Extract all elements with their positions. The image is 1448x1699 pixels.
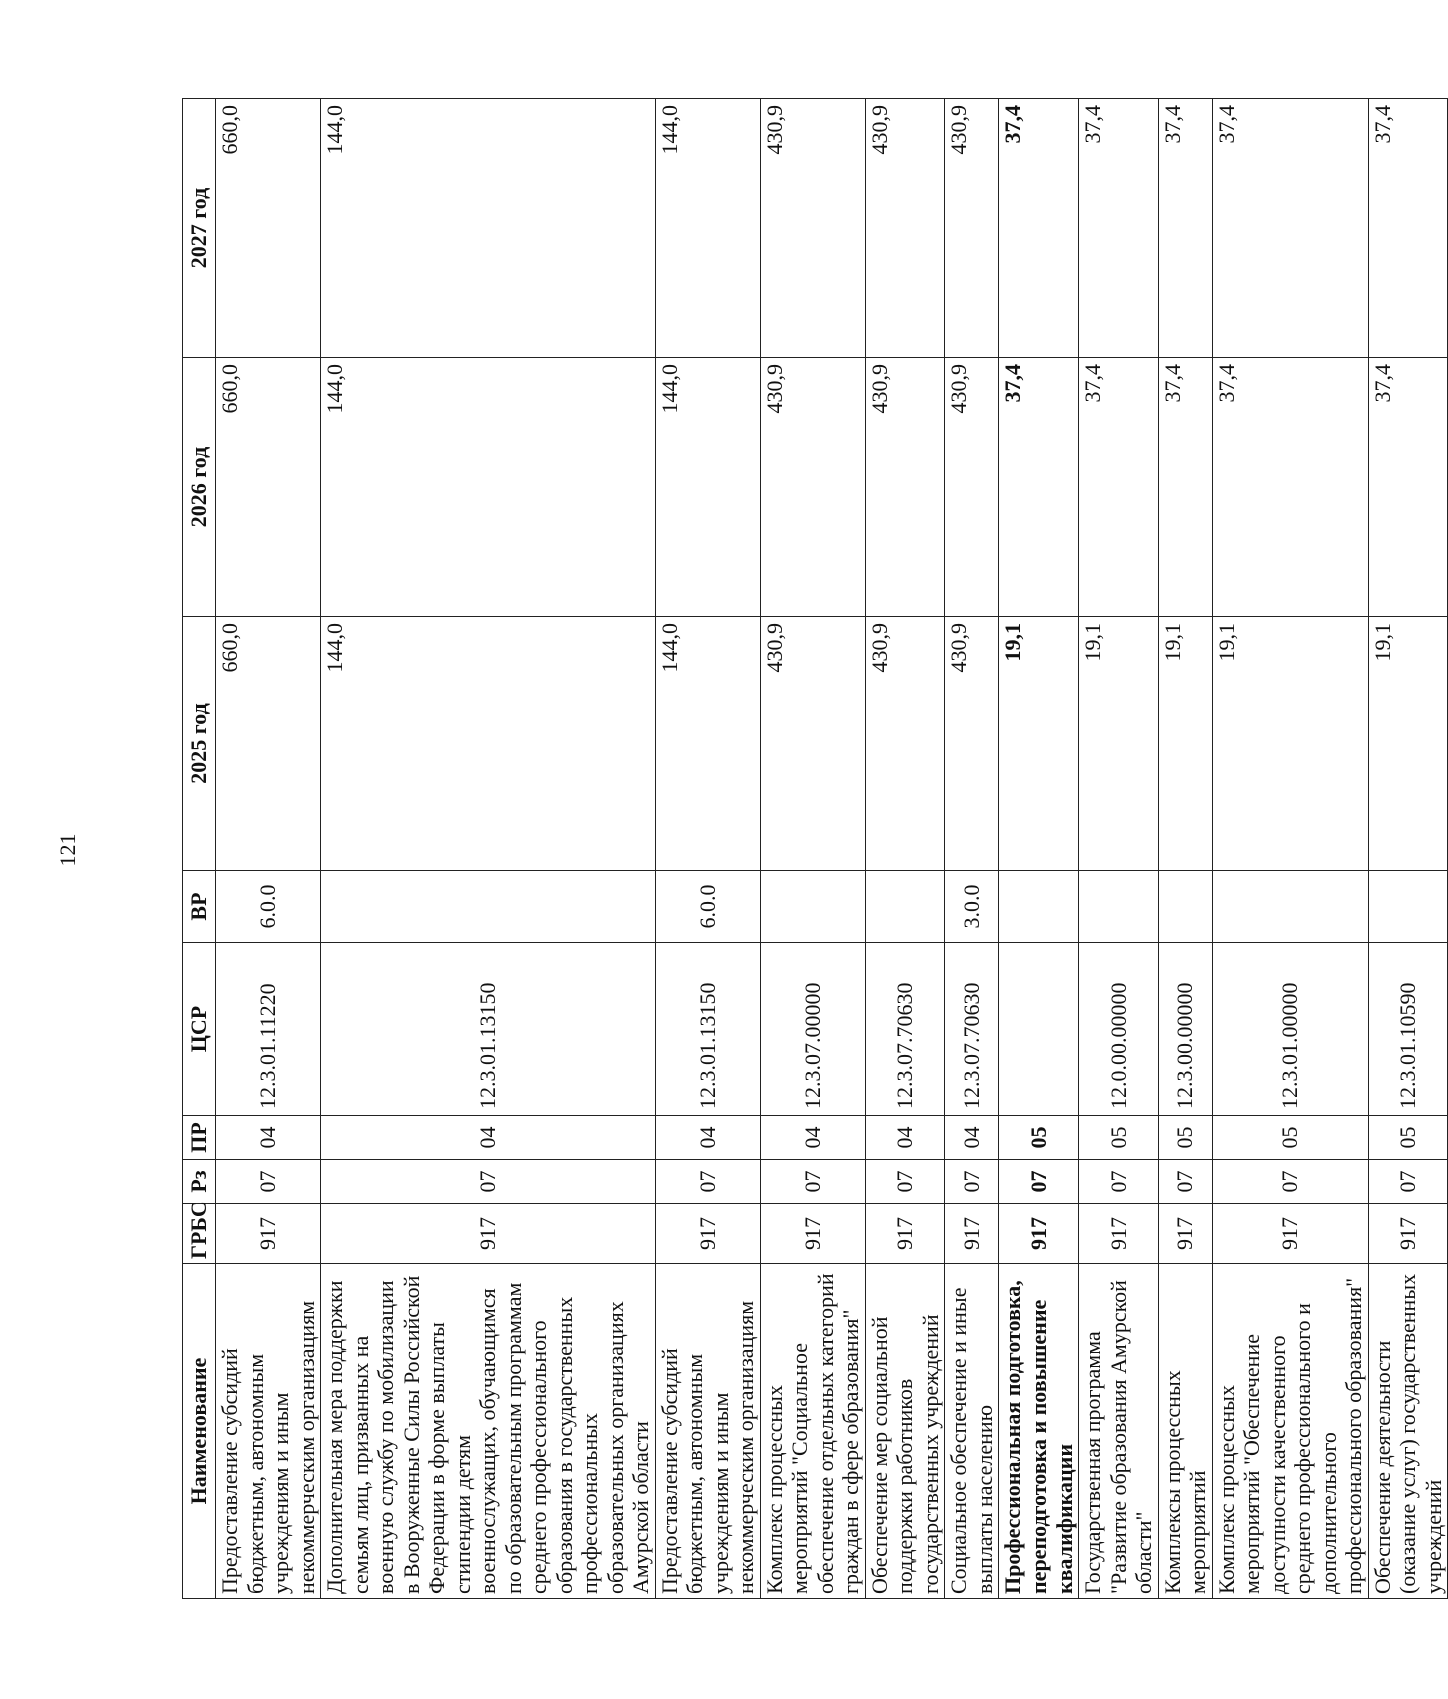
cell-rz: 07 xyxy=(321,1160,656,1204)
cell-grbs: 917 xyxy=(865,1204,945,1264)
cell-name: Дополнительная мера поддержки семьям лиц, призванных на военную службу по мобилизации в Вооруженные Силы Российской Федерации в форме выплаты стипендии детям военнослужащих, обучающимся по образовательным программам среднего профессионального образования в государственных профессиональных образовательных организациях Амурской области xyxy=(321,1264,656,1599)
cell-rz: 07 xyxy=(216,1160,321,1204)
cell-grbs: 917 xyxy=(1158,1204,1212,1264)
cell-grbs: 917 xyxy=(216,1204,321,1264)
page-number: 121 xyxy=(55,833,80,867)
cell-2025: 144,0 xyxy=(321,617,656,871)
cell-name: Комплексы процессных мероприятий xyxy=(1158,1264,1212,1599)
cell-2025: 19,1 xyxy=(999,617,1079,871)
cell-pr: 05 xyxy=(1158,1116,1212,1160)
cell-csr: 12.3.01.00000 xyxy=(1212,943,1368,1116)
cell-csr: 12.3.01.13150 xyxy=(655,943,760,1116)
cell-grbs: 917 xyxy=(1368,1204,1448,1264)
table-row xyxy=(321,99,656,1599)
cell-pr: 04 xyxy=(945,1116,999,1160)
cell-vr xyxy=(1368,871,1448,943)
cell-name: Предоставление субсидий бюджетным, автономным учреждениям и иным некоммерческим организациям xyxy=(655,1264,760,1599)
table-row xyxy=(216,99,321,1599)
cell-csr: 12.3.01.13150 xyxy=(321,943,656,1116)
cell-pr: 04 xyxy=(760,1116,865,1160)
cell-2026: 37,4 xyxy=(1158,358,1212,617)
cell-2026: 37,4 xyxy=(1368,358,1448,617)
cell-2027: 144,0 xyxy=(321,99,656,358)
cell-rz: 07 xyxy=(999,1160,1079,1204)
cell-csr: 12.3.07.00000 xyxy=(760,943,865,1116)
cell-rz: 07 xyxy=(1212,1160,1368,1204)
cell-2025: 430,9 xyxy=(760,617,865,871)
cell-vr: 3.0.0 xyxy=(945,871,999,943)
cell-2027: 430,9 xyxy=(865,99,945,358)
cell-name: Комплекс процессных мероприятий "Социальное обеспечение отдельных категорий граждан в сфере образования" xyxy=(760,1264,865,1599)
cell-2025: 660,0 xyxy=(216,617,321,871)
cell-2027: 37,4 xyxy=(1079,99,1159,358)
table-row xyxy=(760,99,865,1599)
col-header-grbs: ГРБС xyxy=(183,1204,216,1264)
col-header-2025: 2025 год xyxy=(183,617,216,871)
table-row xyxy=(865,99,945,1599)
cell-2025: 19,1 xyxy=(1079,617,1159,871)
cell-2027: 430,9 xyxy=(760,99,865,358)
table-row xyxy=(1158,99,1212,1599)
table-row xyxy=(1079,99,1159,1599)
cell-2026: 430,9 xyxy=(865,358,945,617)
col-header-2026: 2026 год xyxy=(183,358,216,617)
cell-grbs: 917 xyxy=(321,1204,656,1264)
cell-2027: 37,4 xyxy=(1158,99,1212,358)
cell-name: Профессиональная подготовка, переподготовка и повышение квалификации xyxy=(999,1264,1079,1599)
cell-name: Обеспечение деятельности (оказание услуг) государственных учреждений xyxy=(1368,1264,1448,1599)
cell-vr: 6.0.0 xyxy=(216,871,321,943)
cell-vr xyxy=(760,871,865,943)
col-header-name: Наименование xyxy=(183,1264,216,1599)
cell-pr: 04 xyxy=(655,1116,760,1160)
budget-table xyxy=(182,98,1448,1599)
cell-vr xyxy=(865,871,945,943)
cell-name: Предоставление субсидий бюджетным, автономным учреждениям и иным некоммерческим организациям xyxy=(216,1264,321,1599)
col-header-csr: ЦСР xyxy=(183,943,216,1116)
col-header-pr: ПР xyxy=(183,1116,216,1160)
cell-rz: 07 xyxy=(1158,1160,1212,1204)
cell-csr: 12.3.07.70630 xyxy=(865,943,945,1116)
cell-rz: 07 xyxy=(945,1160,999,1204)
cell-rz: 07 xyxy=(1079,1160,1159,1204)
cell-name: Государственная программа "Развитие образования Амурской области" xyxy=(1079,1264,1159,1599)
cell-name: Социальное обеспечение и иные выплаты населению xyxy=(945,1264,999,1599)
cell-vr xyxy=(1158,871,1212,943)
col-header-vr: ВР xyxy=(183,871,216,943)
cell-csr: 12.3.00.00000 xyxy=(1158,943,1212,1116)
cell-csr: 12.3.01.10590 xyxy=(1368,943,1448,1116)
cell-pr: 04 xyxy=(321,1116,656,1160)
cell-2026: 37,4 xyxy=(1079,358,1159,617)
cell-name: Обеспечение мер социальной поддержки работников государственных учреждений xyxy=(865,1264,945,1599)
cell-2025: 19,1 xyxy=(1158,617,1212,871)
cell-vr: 6.0.0 xyxy=(655,871,760,943)
cell-rz: 07 xyxy=(655,1160,760,1204)
table-row xyxy=(999,99,1079,1599)
cell-2025: 430,9 xyxy=(865,617,945,871)
cell-rz: 07 xyxy=(1368,1160,1448,1204)
col-header-2027: 2027 год xyxy=(183,99,216,358)
cell-csr: 12.3.07.70630 xyxy=(945,943,999,1116)
cell-grbs: 917 xyxy=(945,1204,999,1264)
table-row xyxy=(1212,99,1368,1599)
cell-pr: 04 xyxy=(216,1116,321,1160)
cell-2026: 37,4 xyxy=(1212,358,1368,617)
cell-pr: 05 xyxy=(1212,1116,1368,1160)
table-row xyxy=(1368,99,1448,1599)
cell-2026: 144,0 xyxy=(321,358,656,617)
cell-2026: 430,9 xyxy=(945,358,999,617)
cell-2025: 19,1 xyxy=(1368,617,1448,871)
cell-2026: 660,0 xyxy=(216,358,321,617)
table-row xyxy=(655,99,760,1599)
cell-vr xyxy=(999,871,1079,943)
cell-grbs: 917 xyxy=(655,1204,760,1264)
cell-rz: 07 xyxy=(865,1160,945,1204)
cell-csr xyxy=(999,943,1079,1116)
cell-rz: 07 xyxy=(760,1160,865,1204)
cell-csr: 12.3.01.11220 xyxy=(216,943,321,1116)
cell-2027: 430,9 xyxy=(945,99,999,358)
header-row xyxy=(183,99,216,1599)
cell-2027: 144,0 xyxy=(655,99,760,358)
rotated-table-container xyxy=(182,99,1446,1599)
cell-pr: 04 xyxy=(865,1116,945,1160)
cell-2025: 430,9 xyxy=(945,617,999,871)
cell-grbs: 917 xyxy=(1212,1204,1368,1264)
cell-2027: 660,0 xyxy=(216,99,321,358)
cell-2026: 37,4 xyxy=(999,358,1079,617)
cell-2025: 144,0 xyxy=(655,617,760,871)
cell-2027: 37,4 xyxy=(1212,99,1368,358)
cell-grbs: 917 xyxy=(1079,1204,1159,1264)
cell-vr xyxy=(1079,871,1159,943)
cell-pr: 05 xyxy=(1368,1116,1448,1160)
cell-grbs: 917 xyxy=(760,1204,865,1264)
cell-name: Комплекс процессных мероприятий "Обеспечение доступности качественного среднего профессионального и дополнительного профессионального образования" xyxy=(1212,1264,1368,1599)
col-header-rz: Рз xyxy=(183,1160,216,1204)
cell-pr: 05 xyxy=(999,1116,1079,1160)
cell-2025: 19,1 xyxy=(1212,617,1368,871)
cell-2026: 430,9 xyxy=(760,358,865,617)
cell-vr xyxy=(321,871,656,943)
cell-vr xyxy=(1212,871,1368,943)
cell-2026: 144,0 xyxy=(655,358,760,617)
cell-csr: 12.0.00.00000 xyxy=(1079,943,1159,1116)
cell-grbs: 917 xyxy=(999,1204,1079,1264)
cell-pr: 05 xyxy=(1079,1116,1159,1160)
table-row xyxy=(945,99,999,1599)
cell-2027: 37,4 xyxy=(1368,99,1448,358)
cell-2027: 37,4 xyxy=(999,99,1079,358)
